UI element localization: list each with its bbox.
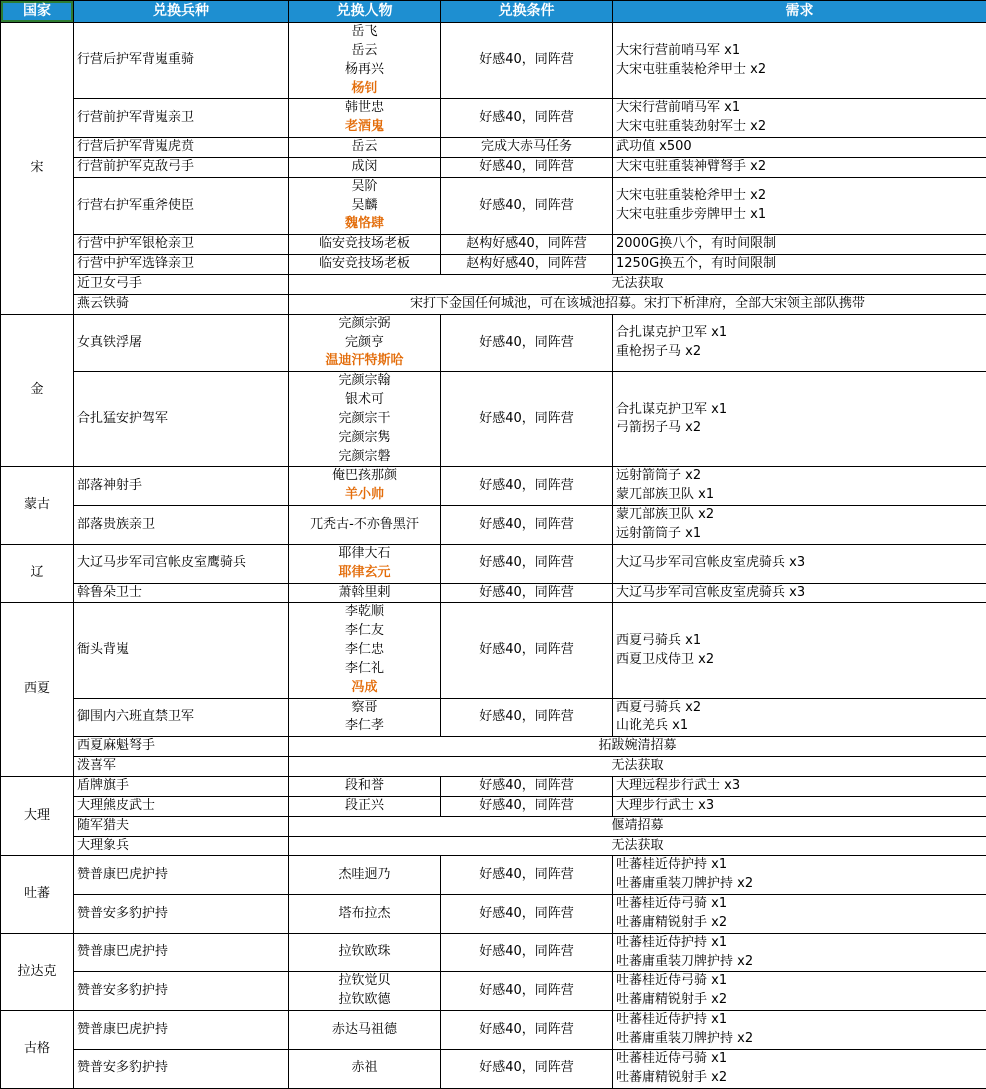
unit-cell[interactable]: 赞普安多豹护持 [74, 972, 289, 1011]
table-row [1, 255, 986, 275]
condition-cell[interactable]: 好感40，同阵营 [441, 698, 613, 737]
table-row [1, 467, 986, 506]
person-name: 李仁孝 [292, 717, 437, 736]
person-name: 拉钦欧德 [292, 991, 437, 1010]
requirement-cell[interactable] [613, 467, 986, 506]
requirement-cell[interactable] [613, 796, 986, 816]
unit-cell[interactable]: 女真铁浮屠 [74, 314, 289, 372]
requirement-cell[interactable] [613, 1049, 986, 1088]
country-cell[interactable]: 蒙古 [1, 467, 74, 544]
requirement-line: 弓箭拐子马 x2 [616, 419, 983, 438]
table-row [1, 757, 986, 777]
requirement-cell[interactable] [613, 698, 986, 737]
requirement-cell[interactable] [613, 23, 986, 99]
unit-cell[interactable]: 行营中护军选锋亲卫 [74, 255, 289, 275]
condition-cell[interactable]: 好感40，同阵营 [441, 895, 613, 934]
condition-cell[interactable]: 好感40，同阵营 [441, 796, 613, 816]
country-cell[interactable]: 辽 [1, 544, 74, 603]
person-name: 岳云 [292, 42, 437, 61]
person-name: 完颜宗弼 [292, 315, 437, 334]
condition-cell[interactable]: 好感40，同阵营 [441, 23, 613, 99]
person-name: 完颜宗磐 [292, 448, 437, 467]
condition-cell[interactable]: 好感40，同阵营 [441, 467, 613, 506]
table-row [1, 23, 986, 99]
person-name: 俺巴孩那颜 [292, 467, 437, 486]
table-row [1, 1011, 986, 1050]
people-cell[interactable] [289, 177, 441, 235]
condition-cell[interactable]: 完成大赤马任务 [441, 138, 613, 158]
person-name: 拉钦觉贝 [292, 972, 437, 991]
table-row [1, 138, 986, 158]
person-name: 银术可 [292, 391, 437, 410]
country-cell[interactable]: 古格 [1, 1011, 74, 1088]
country-cell[interactable]: 宋 [1, 23, 74, 315]
unit-cell[interactable]: 衙头背嵬 [74, 603, 289, 698]
merged-note-cell[interactable]: 拓跋婉清招募 [289, 737, 986, 757]
table-row [1, 506, 986, 545]
requirement-cell[interactable] [613, 99, 986, 138]
person-name: 韩世忠 [292, 99, 437, 118]
requirement-line: 西夏弓骑兵 x2 [616, 699, 983, 718]
header-country[interactable]: 国家 [1, 1, 74, 23]
unit-cell[interactable]: 行营前护军克敌弓手 [74, 157, 289, 177]
requirement-line: 大宋屯驻重装枪斧甲士 x2 [616, 187, 983, 206]
condition-cell[interactable]: 好感40，同阵营 [441, 372, 613, 467]
condition-cell[interactable]: 好感40，同阵营 [441, 583, 613, 603]
person-name: 杰哇迥乃 [292, 866, 437, 885]
person-name: 李仁友 [292, 622, 437, 641]
unit-cell[interactable]: 近卫女弓手 [74, 275, 289, 295]
requirement-line: 吐蕃桂近侍护持 x1 [616, 856, 983, 875]
condition-cell[interactable]: 赵构好感40，同阵营 [441, 235, 613, 255]
condition-cell[interactable]: 好感40，同阵营 [441, 933, 613, 972]
unit-cell[interactable]: 燕云铁骑 [74, 294, 289, 314]
unit-cell[interactable]: 赞普康巴虎护持 [74, 1011, 289, 1050]
table-row [1, 933, 986, 972]
unit-cell[interactable]: 大辽马步军司宫帐皮室鹰骑兵 [74, 544, 289, 583]
condition-cell[interactable]: 好感40，同阵营 [441, 1011, 613, 1050]
merged-note-cell[interactable]: 宋打下金国任何城池，可在该城池招募。宋打下析津府，全部大宋领主部队携带 [289, 294, 986, 314]
country-cell[interactable]: 金 [1, 314, 74, 467]
person-name: 岳飞 [292, 23, 437, 42]
requirement-line: 合扎谋克护卫军 x1 [616, 324, 983, 343]
requirement-line: 大辽马步军司宫帐皮室虎骑兵 x3 [616, 584, 983, 603]
people-cell[interactable] [289, 796, 441, 816]
requirement-line: 合扎谋克护卫军 x1 [616, 401, 983, 420]
unit-cell[interactable]: 随军猎夫 [74, 816, 289, 836]
person-name: 赤达马祖德 [292, 1021, 437, 1040]
unit-cell[interactable]: 大理象兵 [74, 836, 289, 856]
requirement-line: 西夏弓骑兵 x1 [616, 632, 983, 651]
requirement-line: 大宋屯驻重装枪斧甲士 x2 [616, 61, 983, 80]
requirement-line: 1250G换五个，有时间限制 [616, 255, 983, 274]
country-cell[interactable]: 拉达克 [1, 933, 74, 1010]
header-people[interactable]: 兑换人物 [289, 1, 441, 23]
table-row [1, 235, 986, 255]
country-cell[interactable]: 吐蕃 [1, 856, 74, 933]
requirement-cell[interactable] [613, 255, 986, 275]
people-cell[interactable] [289, 23, 441, 99]
highlighted-person-name: 杨钊 [292, 80, 437, 99]
table-row [1, 737, 986, 757]
person-name: 段和誉 [292, 777, 437, 796]
unit-cell[interactable]: 大理熊皮武士 [74, 796, 289, 816]
people-cell[interactable] [289, 698, 441, 737]
table-row [1, 777, 986, 797]
unit-cell[interactable]: 行营右护军重斧使臣 [74, 177, 289, 235]
condition-cell[interactable]: 赵构好感40，同阵营 [441, 255, 613, 275]
person-name: 兀秃古-不亦鲁黑汗 [292, 516, 437, 535]
person-name: 耶律大石 [292, 545, 437, 564]
highlighted-person-name: 魏恪肆 [292, 215, 437, 234]
table-row [1, 836, 986, 856]
people-cell[interactable] [289, 235, 441, 255]
person-name: 岳云 [292, 138, 437, 157]
requirement-cell[interactable] [613, 777, 986, 797]
person-name: 李乾顺 [292, 603, 437, 622]
requirement-line: 吐蕃庸精锐射手 x2 [616, 914, 983, 933]
requirement-line: 吐蕃庸重装刀牌护持 x2 [616, 953, 983, 972]
condition-cell[interactable]: 好感40，同阵营 [441, 777, 613, 797]
person-name: 临安竞技场老板 [292, 235, 437, 254]
people-cell[interactable] [289, 933, 441, 972]
requirement-line: 吐蕃桂近侍弓骑 x1 [616, 895, 983, 914]
table-row [1, 856, 986, 895]
person-name: 李仁礼 [292, 660, 437, 679]
table-row [1, 99, 986, 138]
requirement-line: 大辽马步军司宫帐皮室虎骑兵 x3 [616, 554, 983, 573]
requirement-line: 吐蕃庸重装刀牌护持 x2 [616, 1030, 983, 1049]
requirement-line: 大宋行营前哨马军 x1 [616, 99, 983, 118]
requirement-cell[interactable] [613, 1011, 986, 1050]
table-row [1, 698, 986, 737]
people-cell[interactable] [289, 856, 441, 895]
table-row [1, 603, 986, 698]
person-name: 察哥 [292, 699, 437, 718]
person-name: 萧斡里剌 [292, 584, 437, 603]
condition-cell[interactable]: 好感40，同阵营 [441, 972, 613, 1011]
requirement-line: 吐蕃庸精锐射手 x2 [616, 1069, 983, 1088]
table-row [1, 372, 986, 467]
people-cell[interactable] [289, 895, 441, 934]
people-cell[interactable] [289, 506, 441, 545]
condition-cell[interactable]: 好感40，同阵营 [441, 99, 613, 138]
unit-cell[interactable]: 赞普安多豹护持 [74, 895, 289, 934]
person-name: 完颜宗隽 [292, 429, 437, 448]
condition-cell[interactable]: 好感40，同阵营 [441, 506, 613, 545]
people-cell[interactable] [289, 372, 441, 467]
people-cell[interactable] [289, 544, 441, 583]
requirement-cell[interactable] [613, 314, 986, 372]
people-cell[interactable] [289, 583, 441, 603]
people-cell[interactable] [289, 603, 441, 698]
condition-cell[interactable]: 好感40，同阵营 [441, 177, 613, 235]
table-row [1, 544, 986, 583]
table-row [1, 177, 986, 235]
people-cell[interactable] [289, 1011, 441, 1050]
highlighted-person-name: 冯成 [292, 679, 437, 698]
person-name: 段正兴 [292, 797, 437, 816]
table-row [1, 1049, 986, 1088]
highlighted-person-name: 温迪汗特斯哈 [292, 352, 437, 371]
table-row [1, 583, 986, 603]
unit-cell[interactable]: 赞普康巴虎护持 [74, 933, 289, 972]
requirement-cell[interactable] [613, 933, 986, 972]
person-name: 完颜宗翰 [292, 372, 437, 391]
person-name: 完颜亨 [292, 334, 437, 353]
person-name: 成闵 [292, 158, 437, 177]
requirement-line: 西夏卫戍侍卫 x2 [616, 651, 983, 670]
requirement-line: 远射箭筒子 x1 [616, 525, 983, 544]
unit-cell[interactable]: 盾牌旗手 [74, 777, 289, 797]
unit-cell[interactable]: 西夏麻魁弩手 [74, 737, 289, 757]
people-cell[interactable] [289, 1049, 441, 1088]
person-name: 吴阶 [292, 178, 437, 197]
table-row [1, 314, 986, 372]
person-name: 拉钦欧珠 [292, 943, 437, 962]
condition-cell[interactable]: 好感40，同阵营 [441, 603, 613, 698]
country-cell[interactable]: 大理 [1, 777, 74, 856]
people-cell[interactable] [289, 972, 441, 1011]
requirement-line: 大宋屯驻重装神臂弩手 x2 [616, 158, 983, 177]
person-name: 完颜宗干 [292, 410, 437, 429]
requirement-line: 大宋屯驻重步旁牌甲士 x1 [616, 206, 983, 225]
unit-cell[interactable]: 斡鲁朵卫士 [74, 583, 289, 603]
table-row [1, 275, 986, 295]
requirement-cell[interactable] [613, 895, 986, 934]
highlighted-person-name: 耶律玄元 [292, 564, 437, 583]
table-row [1, 157, 986, 177]
condition-cell[interactable]: 好感40，同阵营 [441, 314, 613, 372]
requirement-line: 吐蕃庸重装刀牌护持 x2 [616, 875, 983, 894]
condition-cell[interactable]: 好感40，同阵营 [441, 157, 613, 177]
people-cell[interactable] [289, 777, 441, 797]
people-cell[interactable] [289, 138, 441, 158]
person-name: 赤祖 [292, 1059, 437, 1078]
unit-cell[interactable]: 泼喜军 [74, 757, 289, 777]
table-body [1, 23, 986, 1089]
requirement-line: 蒙兀部族卫队 x2 [616, 506, 983, 525]
requirement-line: 吐蕃庸精锐射手 x2 [616, 991, 983, 1010]
unit-cell[interactable]: 行营后护军背嵬虎贲 [74, 138, 289, 158]
unit-cell[interactable]: 御围内六班直禁卫军 [74, 698, 289, 737]
merged-note-cell[interactable]: 无法获取 [289, 275, 986, 295]
header-requirement[interactable]: 需求 [613, 1, 986, 23]
requirement-cell[interactable] [613, 544, 986, 583]
requirement-line: 大理步行武士 x3 [616, 797, 983, 816]
merged-note-cell[interactable]: 无法获取 [289, 836, 986, 856]
requirement-line: 远射箭筒子 x2 [616, 467, 983, 486]
merged-note-cell[interactable]: 无法获取 [289, 757, 986, 777]
highlighted-person-name: 老酒鬼 [292, 118, 437, 137]
people-cell[interactable] [289, 314, 441, 372]
requirement-line: 吐蕃桂近侍护持 x1 [616, 934, 983, 953]
table-row [1, 294, 986, 314]
requirement-cell[interactable] [613, 138, 986, 158]
table-row [1, 972, 986, 1011]
unit-cell[interactable]: 行营后护军背嵬重骑 [74, 23, 289, 99]
requirement-line: 武功值 x500 [616, 138, 983, 157]
unit-cell[interactable]: 赞普安多豹护持 [74, 1049, 289, 1088]
country-cell[interactable]: 西夏 [1, 603, 74, 777]
requirement-line: 山讹羌兵 x1 [616, 717, 983, 736]
requirement-line: 大宋屯驻重装劲射军士 x2 [616, 118, 983, 137]
requirement-cell[interactable] [613, 856, 986, 895]
requirement-cell[interactable] [613, 235, 986, 255]
table-row [1, 816, 986, 836]
table-row [1, 895, 986, 934]
unit-cell[interactable]: 部落贵族亲卫 [74, 506, 289, 545]
table-row [1, 796, 986, 816]
unit-cell[interactable]: 合扎猛安护驾军 [74, 372, 289, 467]
header-unit[interactable]: 兑换兵种 [74, 1, 289, 23]
condition-cell[interactable]: 好感40，同阵营 [441, 544, 613, 583]
condition-cell[interactable]: 好感40，同阵营 [441, 1049, 613, 1088]
condition-cell[interactable]: 好感40，同阵营 [441, 856, 613, 895]
people-cell[interactable] [289, 467, 441, 506]
person-name: 吴麟 [292, 197, 437, 216]
requirement-line: 大宋行营前哨马军 x1 [616, 42, 983, 61]
requirement-line: 重枪拐子马 x2 [616, 343, 983, 362]
people-cell[interactable] [289, 255, 441, 275]
requirement-cell[interactable] [613, 583, 986, 603]
person-name: 塔布拉杰 [292, 905, 437, 924]
requirement-line: 2000G换八个，有时间限制 [616, 235, 983, 254]
person-name: 杨再兴 [292, 61, 437, 80]
requirement-cell[interactable] [613, 177, 986, 235]
people-cell[interactable] [289, 99, 441, 138]
requirement-cell[interactable] [613, 506, 986, 545]
person-name: 李仁忠 [292, 641, 437, 660]
unit-cell[interactable]: 行营前护军背嵬亲卫 [74, 99, 289, 138]
person-name: 临安竞技场老板 [292, 255, 437, 274]
unit-cell[interactable]: 部落神射手 [74, 467, 289, 506]
header-row [1, 1, 986, 23]
requirement-cell[interactable] [613, 372, 986, 467]
requirement-line: 吐蕃桂近侍弓骑 x1 [616, 972, 983, 991]
merged-note-cell[interactable]: 偃靖招募 [289, 816, 986, 836]
requirement-line: 吐蕃桂近侍护持 x1 [616, 1011, 983, 1030]
unit-cell[interactable]: 行营中护军银枪亲卫 [74, 235, 289, 255]
unit-cell[interactable]: 赞普康巴虎护持 [74, 856, 289, 895]
header-condition[interactable]: 兑换条件 [441, 1, 613, 23]
requirement-cell[interactable] [613, 603, 986, 698]
highlighted-person-name: 羊小帅 [292, 486, 437, 505]
requirement-line: 大理远程步行武士 x3 [616, 777, 983, 796]
requirement-cell[interactable] [613, 972, 986, 1011]
requirement-cell[interactable] [613, 157, 986, 177]
requirement-line: 蒙兀部族卫队 x1 [616, 486, 983, 505]
requirement-line: 吐蕃桂近侍弓骑 x1 [616, 1050, 983, 1069]
people-cell[interactable] [289, 157, 441, 177]
